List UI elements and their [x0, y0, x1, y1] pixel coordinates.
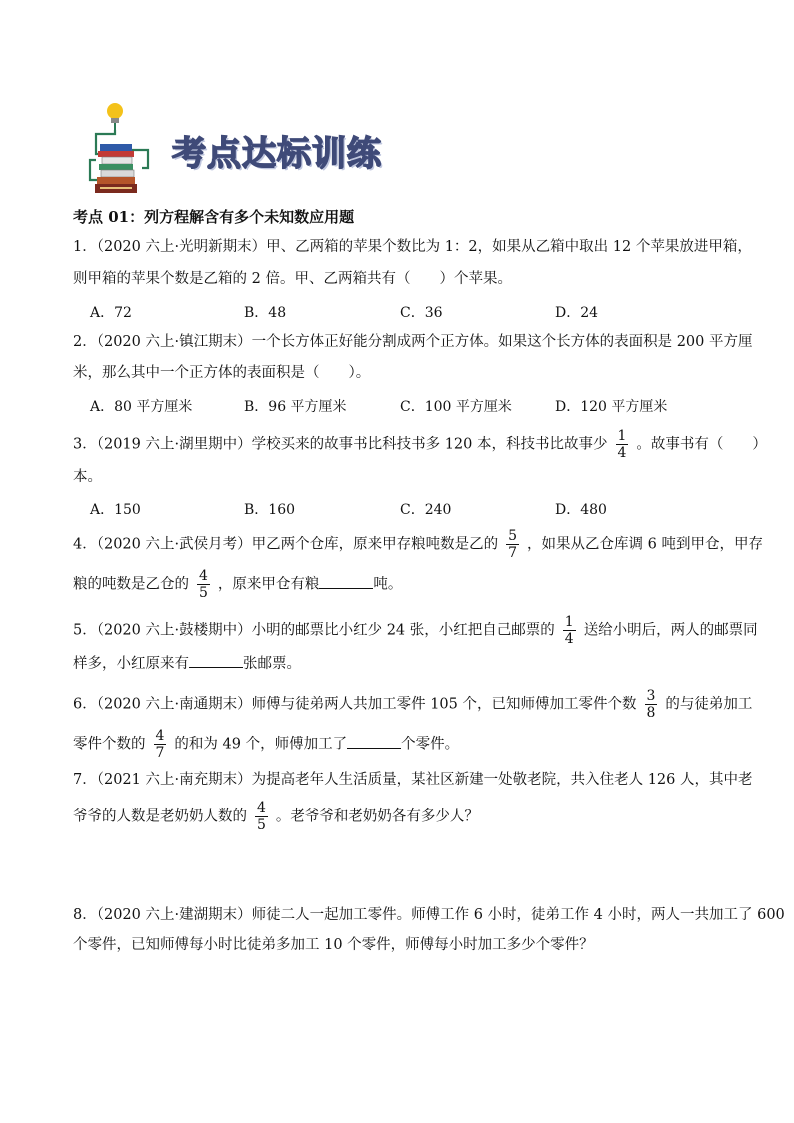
fraction-numerator: 3 — [646, 688, 656, 704]
fraction-denominator: 4 — [564, 631, 574, 647]
question-3-text-b: 。故事书有（ ） — [636, 436, 767, 453]
question-6 — [73, 682, 753, 761]
question-6-text-b: 的与徒弟加工 — [665, 696, 753, 713]
question-3 — [73, 420, 767, 490]
lightbulb-books-icon — [86, 100, 166, 196]
question-5-text-d: 张邮票。 — [243, 656, 301, 672]
question-2-line-1: 2．（2020 六上·镇江期末）一个长方体正好能分割成两个正方体。如果这个长方体的表面积是 200 平方厘 — [73, 334, 753, 350]
question-6-text-a: 6．（2020 六上·南通期末）师傅与徒弟两人共加工零件 105 个，已知师傅加工零件个数 — [73, 696, 637, 713]
question-7-line-2 — [73, 800, 479, 833]
question-4-text-d: ，原来甲仓有粮 — [217, 576, 320, 593]
question-2-line-2: 米，那么其中一个正方体的表面积是（ ）。 — [73, 365, 371, 381]
question-8 — [73, 905, 785, 955]
question-2 — [73, 332, 753, 382]
fraction — [255, 800, 268, 833]
section-header — [86, 100, 446, 200]
fraction-denominator: 5 — [199, 585, 208, 601]
question-7 — [73, 770, 753, 840]
question-6-text-d: 的和为 49 个，师傅加工了 — [174, 736, 348, 753]
answer-blank[interactable] — [189, 653, 243, 668]
question-5-line-1 — [73, 614, 758, 647]
fraction-numerator: 4 — [257, 800, 266, 816]
question-4-line-2 — [73, 568, 402, 601]
question-7-line-1: 7．（2021 六上·南充期末）为提高老年人生活质量，某社区新建一处敬老院，共入住老人 126 人，其中老 — [73, 772, 753, 788]
fraction-denominator: 7 — [508, 545, 518, 561]
fraction — [563, 614, 576, 647]
option-c: C．240 — [400, 502, 452, 518]
header-title: 考点达标训练 — [172, 134, 382, 174]
fraction-numerator: 1 — [564, 614, 574, 630]
fraction-denominator: 7 — [155, 745, 165, 761]
fraction — [506, 528, 519, 561]
fraction-denominator: 5 — [257, 817, 266, 833]
question-3-line-1 — [73, 428, 767, 461]
question-7-text-b: 。老爷爷和老奶奶各有多少人？ — [275, 808, 479, 825]
option-a: A．150 — [90, 502, 141, 518]
fraction-denominator: 4 — [617, 445, 627, 461]
option-d: D．24 — [555, 305, 599, 321]
question-4-text-e: 吨。 — [373, 576, 403, 593]
question-8-line-1: 8．（2020 六上·建湖期末）师徒二人一起加工零件。师傅工作 6 小时，徒弟工作 4 小时，两人一共加工了 600 — [73, 907, 785, 923]
question-7-text-a: 爷爷的人数是老奶奶人数的 — [73, 808, 247, 825]
fraction — [645, 688, 658, 721]
answer-blank[interactable] — [319, 574, 373, 589]
option-c: C．100 平方厘米 — [400, 399, 512, 415]
question-6-text-e: 个零件。 — [401, 736, 460, 753]
fraction — [154, 728, 167, 761]
fraction — [616, 428, 629, 461]
fraction-numerator: 4 — [199, 568, 208, 584]
question-5-line-2 — [73, 653, 301, 674]
question-1-line-2: 则甲箱的苹果个数是乙箱的 2 倍。甲、乙两箱共有（ ）个苹果。 — [73, 271, 512, 287]
fraction-numerator: 1 — [617, 428, 627, 444]
question-5-text-b: 送给小明后，两人的邮票同 — [583, 622, 758, 639]
option-d: D．480 — [555, 502, 607, 518]
question-6-line-1 — [73, 688, 752, 721]
fraction — [197, 568, 210, 601]
fraction-denominator: 8 — [646, 705, 656, 721]
fraction-numerator: 4 — [155, 728, 165, 744]
question-1 — [73, 237, 752, 287]
option-b: B．96 平方厘米 — [244, 399, 347, 415]
question-3-text-a: 3．（2019 六上·湖里期中）学校买来的故事书比科技书多 120 本，科技书比故事少 — [73, 436, 608, 453]
option-b: B．160 — [244, 502, 296, 518]
question-4 — [73, 522, 763, 602]
question-4-text-a: 4．（2020 六上·武侯月考）甲乙两个仓库，原来甲存粮吨数是乙的 — [73, 536, 499, 553]
question-1-line-1: 1．（2020 六上·光明新期末）甲、乙两箱的苹果个数比为 1：2，如果从乙箱中取出 12 个苹果放进甲箱， — [73, 239, 752, 255]
question-3-line-2: 本。 — [73, 469, 102, 485]
option-a: A．72 — [90, 305, 132, 321]
question-5-text-a: 5．（2020 六上·鼓楼期中）小明的邮票比小红少 24 张，小红把自己邮票的 — [73, 622, 555, 639]
fraction-numerator: 5 — [508, 528, 518, 544]
question-8-line-2: 个零件，已知师傅每小时比徒弟多加工 10 个零件，师傅每小时加工多少个零件？ — [73, 937, 594, 953]
question-4-line-1 — [73, 528, 763, 561]
option-d: D．120 平方厘米 — [555, 399, 668, 415]
question-5 — [73, 606, 758, 676]
question-6-text-c: 零件个数的 — [73, 736, 146, 753]
answer-blank[interactable] — [347, 734, 401, 749]
section-title: 考点 01：列方程解含有多个未知数应用题 — [73, 208, 355, 226]
question-4-text-b: ，如果从乙仓库调 6 吨到甲仓，甲存 — [527, 536, 763, 553]
question-6-line-2 — [73, 728, 459, 761]
question-5-text-c: 样多，小红原来有 — [73, 656, 189, 672]
option-c: C．36 — [400, 305, 443, 321]
option-a: A．80 平方厘米 — [90, 399, 193, 415]
question-4-text-c: 粮的吨数是乙仓的 — [73, 576, 189, 593]
option-b: B．48 — [244, 305, 287, 321]
